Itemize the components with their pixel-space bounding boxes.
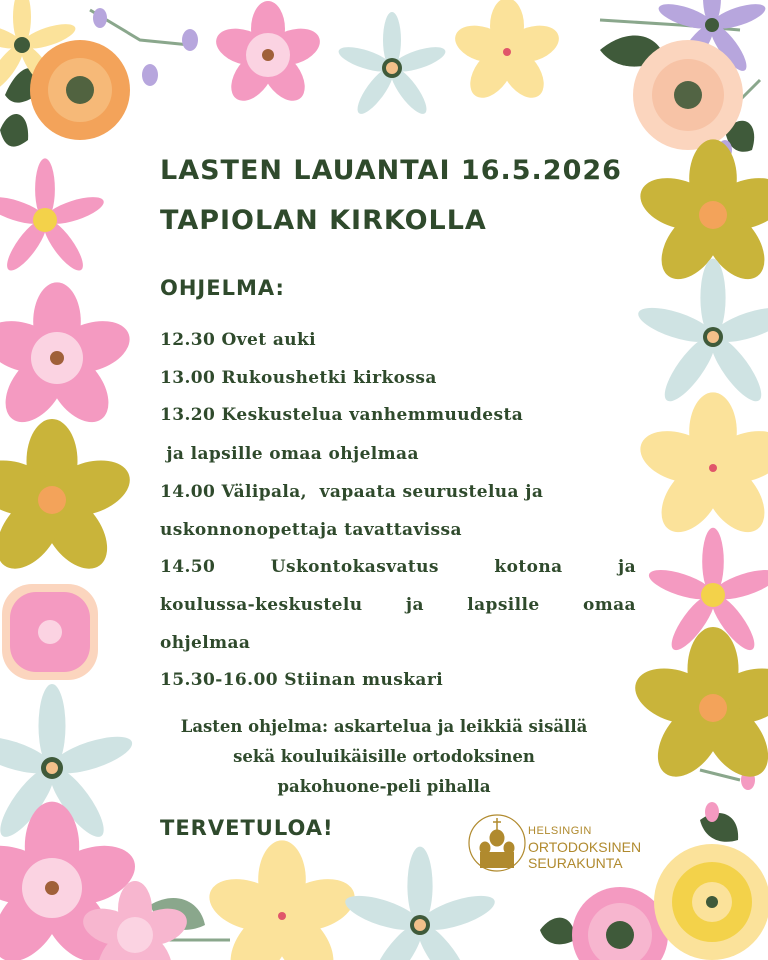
program-item-1: 12.30 Ovet auki: [160, 330, 317, 350]
program-item-4-line1: 14.00 Välipala, vapaata seurustelua ja: [160, 482, 544, 502]
title-line1: LASTEN LAUANTAI 16.5.2026: [160, 155, 622, 186]
flower-mustard-right2: [628, 627, 768, 789]
program-item-6: 15.30-16.00 Stiinan muskari: [160, 670, 444, 690]
program-item-5-word: ja: [405, 595, 424, 615]
welcome-text: TERVETULOA!: [160, 816, 334, 840]
kids-program-note: [134, 712, 634, 802]
program-item-5-word: ja: [618, 557, 636, 577]
kids-program-line2: sekä kouluikäisille ortodoksinen: [233, 747, 535, 766]
church-domes-icon: [469, 815, 525, 871]
program-item-5-word: omaa: [583, 595, 636, 615]
flower-pink-top: [211, 1, 324, 109]
program-item-5-word: lapsille: [467, 595, 540, 615]
flower-mustard-right1: [634, 139, 768, 290]
flower-yellow-dahlia-bottom: [654, 844, 768, 960]
flower-yellow-bottom: [203, 840, 362, 960]
flower-blue-right: [635, 259, 768, 408]
flower-yellow-top: [450, 0, 563, 106]
logo-line2: ORTODOKSINEN: [528, 839, 642, 855]
program-item-4-line2: uskonnonopettaja tavattavissa: [160, 520, 462, 540]
flower-pink-left1: [0, 158, 107, 275]
program-item-3-line2: ja lapsille omaa ohjelmaa: [160, 444, 419, 464]
program-heading: OHJELMA:: [160, 276, 285, 300]
kids-program-line1: Lasten ohjelma: askartelua ja leikkiä sisällä: [180, 717, 588, 736]
program-item-5-word: koulussa-keskustelu: [160, 595, 363, 615]
flower-orange-rose: [30, 40, 130, 140]
program-item-5-word: 14.50: [160, 557, 216, 577]
flower-yellow-right: [634, 392, 768, 543]
flower-mustard-left: [0, 419, 137, 581]
logo-line1: HELSINGIN: [528, 825, 592, 837]
program-item-5-word: Uskontokasvatus: [270, 557, 439, 577]
logo-line3: SEURAKUNTA: [528, 855, 623, 871]
program-item-5-line2: [160, 595, 636, 615]
flower-pink-left2: [0, 282, 136, 433]
flower-peach-rose: [633, 40, 743, 150]
program-item-5-word: kotona: [494, 557, 563, 577]
flower-pink-dahlia-bottom: [572, 887, 668, 960]
program-item-5-line3: ohjelmaa: [160, 633, 251, 653]
flower-pink-square-left: [2, 584, 98, 680]
title-line2: TAPIOLAN KIRKOLLA: [160, 205, 487, 236]
program-item-2: 13.00 Rukoushetki kirkossa: [160, 368, 437, 388]
program-item-3-line1: 13.20 Keskustelua vanhemmuudesta: [160, 405, 524, 425]
kids-program-line3: pakohuone-peli pihalla: [277, 777, 491, 796]
flower-blue-top: [336, 12, 448, 119]
program-item-5-line1: [160, 557, 636, 577]
